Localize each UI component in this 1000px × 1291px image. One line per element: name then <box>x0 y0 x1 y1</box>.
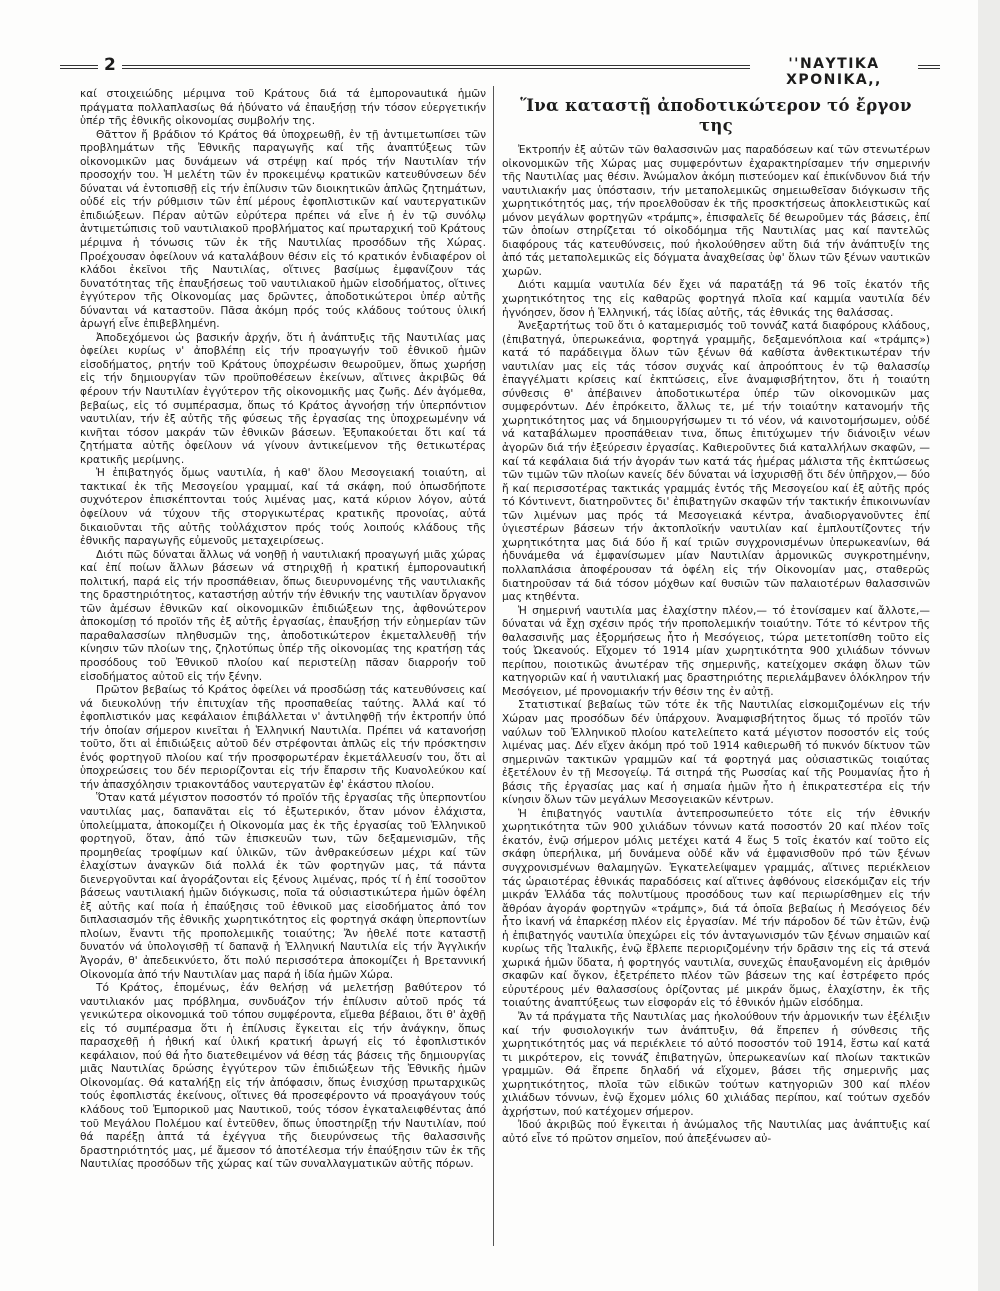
header-rule-left-lower <box>60 68 98 69</box>
page-number: 2 <box>104 55 116 75</box>
right-paragraph: Ἐκτροπήν ἐξ αὐτῶν τῶν θαλασσινῶν μας παραδόσεων καί τῶν στενωτέρων οἰκονομικῶν τῆς Χώρας μας συμφερόντων ἐχαρακτηρίσαμεν τήν σημερινήν τῆς Ναυτιλίας μας θέσιν. Ἀνώμαλον ἀκόμη πιστεύομεν καί ἐπικίνδυνον διά τήν ναυτιλιακήν μας ὑπόστασιν, τήν μεταπολεμικῶς σημειωθεῖσαν διόγκωσιν τῆς χωρητικότητός μας, τήν προελθοῦσαν ἐκ τῆς προσκτήσεως ἀποκλειστικῶς καί μόνον μεγάλων φορτηγῶν «τράμπς», ἐπισφαλεῖς δέ θεωροῦμεν τάς βάσεις, ἐπί τῶν ὁποίων στηρίζεται τό οἰκοδόμημα τῆς Ναυτιλίας μας καί παντελῶς διαφόρους τάς κατευθύνσεις, πού ἠκολούθησεν αὕτη διά τήν ἀνάπτυξίν της ἀπό τάς μεταπολεμικῶς εἰς δόγματα ἀναχθείσας ὑφ' ὅλων τῶν ξένων ναυτικῶν χωρῶν. <box>502 144 930 278</box>
right-paragraph: Ἡ ἐπιβατηγός ναυτιλία ἀντεπροσωπεύετο τότε εἰς τήν ἐθνικήν χωρητικότητα τῶν 900 χιλιάδων τόννων κατά ποσοστόν 20 καί πλέον τοῖς ἑκατόν, ἐνῷ σήμερον μόλις μετέχει κατά 4 ἕως 5 τοῖς ἑκατόν καί τοῦτο εἰς σκάφη ὑπερήλικα, μή δυνάμενα οὐδέ κἄν νά ἐμφανισθοῦν πρό τῶν ξένων συγχρονισμένων θαλαμηγῶν. Ἐγκατελείψαμεν γραμμάς, αἵτινες περιέκλειον τάς ὡραιοτέρας ἐθνικάς παραδόσεις καί αἵτινες ἀφθόνους εἰσεκόμιζαν εἰς τήν μικράν Ἑλλάδα τάς πολυτίμους προσόδους των καί περιωρίσθημεν εἰς τήν ἄθρόαν ἀγοράν φορτηγῶν «τράμπς», διά τά ὁποῖα βεβαίως ἡ Μεσόγειος δέν ἦτο ἱκανή νά ἐπαρκέσῃ πλέον εἰς ἐργασίαν. Μέ τήν πάροδον δέ τῶν ἐτῶν, ἐνῷ ἡ ἐπιβατηγός ναυτιλία ὑπεχώρει εἰς τόν ἀνταγωνισμόν τῶν ξένων σημαιῶν καί κυρίως τῆς Ἰταλικῆς, ἐνῷ ἔβλεπε περιοριζομένην τήν δρᾶσιν της εἰς τά στενά χωρικά ἡμῶν ὕδατα, ἡ φορτηγός ναυτιλία, συνεχῶς ἐπαυξανομένη εἰς ἀριθμόν σκαφῶν καί ὄγκον, ἐξετρέπετο πλέον τῶν βάσεων της καί ἐστρέφετο πρός εὐρυτέρους μέν θαλασσίους ὁρίζοντας μέ μικράν ὅμως, ἐλαχίστην, ἐκ τῆς τοιαύτης ἀναπτύξεως των εἰσφοράν εἰς τό ἐθνικόν ἡμῶν εἰσόδημα. <box>502 807 930 1010</box>
right-paragraph: Στατιστικαί βεβαίως τῶν τότε ἐκ τῆς Ναυτιλίας εἰσκομιζομένων εἰς τήν Χώραν μας προσόδων δέν ὑπάρχουν. Ἀναμφισβήτητος ὅμως τό προϊόν τῶν ναύλων τοῦ Ἑλληνικοῦ πλοίου κατελείπετο κατά μέγιστον ποσοστόν εἰς τούς λιμένας μας. Δέν εἴχεν ἀκόμη πρό τοῦ 1914 καθιερωθῆ τό πυκνόν δίκτυον τῶν σημερινῶν τακτικῶν γραμμῶν καί τά φορτηγά μας οὐσιαστικῶς τοιαύτας ἐξετέλουν ἐν τῇ Μεσογείῳ. Τά σιτηρά τῆς Ρωσσίας καί τῆς Ρουμανίας ἦτο ἡ βάσις τῆς ἐργασίας μας καί ἡ σημαία ἡμῶν ἦτο ἡ ἐπικρατεστέρα εἰς τήν κίνησιν ὅλων τῶν μεγάλων Μεσογειακῶν κέντρων. <box>502 699 930 807</box>
right-paragraph: Ἄν τά πράγματα τῆς Ναυτιλίας μας ἠκολούθουν τήν ἁρμονικήν των ἐξέλιξιν καί τήν φυσιολογικήν των ἀνάπτυξιν, θά ἔπρεπεν ἡ σύνθεσις τῆς χωρητικότητός μας νά περιέκλειε τό αὐτό ποσοστόν τοῦ 1914, ἔστω καί κατά τι μικρότερον, εἰς τοννάζ ἐπιβατηγῶν, ὑπερωκεανίων καί πλοίων τακτικῶν γραμμῶν. Θά ἔπρεπε δηλαδή νά εἴχομεν, βάσει τῆς σημερινῆς μας χωρητικότητος, πλοῖα τῶν εἰδικῶν τούτων κατηγοριῶν 300 καί πλέον χιλιάδων τόννων, ἐνῷ ἔχομεν μόλις 60 χιλιάδας περίπου, καί τούτων σχεδόν ἀχρήστων, πού κατέχομεν σήμερον. <box>502 1011 930 1118</box>
left-paragraph: Θᾶττον ἤ βράδιον τό Κράτος θά ὑποχρεωθῇ, ἐν τῇ ἀντιμετωπίσει τῶν προβλημάτων τῆς Ἐθνικῆς παραγωγῆς καί τῆς ἀναπτύξεως τῶν οἰκονομικῶν μας δυνάμεων νά στρέψῃ καί πρός τήν Ναυτιλίαν τήν προσοχήν του. Ἡ μελέτη τῶν ἐν προκειμένῳ κρατικῶν κατευθύνσεων δέν δύναται νά ἐντοπισθῇ εἰς τήν ἐπίλυσιν τῶν διοικητικῶν ἁπλῶς ζητημάτων, οὐδέ εἰς τήν ρύθμισιν τῶν ἐπί μέρους ἐφοπλιστικῶν καί ναυτεργατικῶν ἐπιδιώξεων. Πέραν αὐτῶν εὐρύτερα πρέπει νά εἶνε ἡ ἐν τῷ συνόλῳ ἀντιμετώπισις τοῦ ναυτιλιακοῦ προβλήματος καί πρωταρχική τοῦ Κράτους μέριμνα ἡ τόνωσις τῶν ἐκ τῆς Ναυτιλίας προσόδων τῆς Χώρας. Προέχουσαν ὀφείλουν νά καταλάβουν θέσιν εἰς τό κρατικόν ἐνδιαφέρον οἱ κλάδοι ἐκεῖνοι τῆς Ναυτιλίας, οἵτινες βασίμως ἐμφανίζουν τάς δυνατότητας τῆς ἐπαυξήσεως τοῦ ναυτιλιακοῦ ἡμῶν εἰσοδήματος, οἵτινες ἐγγύτερον τῆς Οἰκονομίας μας δρῶντες, ἀποδοτικώτεροι ὑπέρ αὐτῆς δύνανται νά καταστοῦν. Πᾶσα ἀκόμη πρός τούς κλάδους τούτους ὑλική ἀρωγή εἶνε ἐπιβεβλημένη. <box>80 128 486 331</box>
left-paragraph: Ἡ ἐπιβατηγός ὅμως ναυτιλία, ἡ καθ' ὅλου Μεσογειακή τοιαύτη, αἱ τακτικαί ἐκ τῆς Μεσογείου γραμμαί, καί τά σκάφη, πού ὁπωσδήποτε συχνότερον ἐπισκέπτονται τούς λιμένας μας, κατά κύριον λόγον, αὐτά ὀφείλουν νά τύχουν τῆς στοργικωτέρας κρατικῆς προνοίας, αὐτά δικαιοῦνται τῆς αὐτῆς τοὐλάχιστον πρός τούς λοιπούς κλάδους τῆς ἐθνικῆς παραγωγῆς εὐμενοῦς μεταχειρίσεως. <box>80 467 486 548</box>
page-header <box>60 55 940 88</box>
header-rule-right <box>918 65 940 66</box>
left-paragraph: Ὅταν κατά μέγιστον ποσοστόν τό προϊόν τῆς ἐργασίας τῆς ὑπερποντίου ναυτιλίας μας, δαπανᾶται εἰς τό ἐξωτερικόν, ὅταν μόνον ἐλάχιστα, ὑπολείμματα, ἀποκομίζει ἡ Οἰκονομία μας ἐκ τῆς ἐργασίας τοῦ Ἑλληνικοῦ φορτηγοῦ, ὅταν, ἀπό τῶν ἐπισκευῶν των, τῶν δεξαμενισμῶν, τῆς προμηθείας τροφίμων καί ὑλικῶν, τῶν ἀνθρακεύσεων μέχρι καί τῶν ἐλαχίστων ἀναγκῶν διά πολλά ἐκ τῶν φορτηγῶν μας, τά πάντα διενεργοῦνται καί ἀγοράζονται εἰς ξένους λιμένας, πρός τί ἡ ἐπί τοσοῦτον βάσεως ναυτιλιακή ἡμῶν διόγκωσις, ποῖα τά οὐσιαστικώτερα ἡμῶν ὀφέλη ἐξ αὐτῆς καί ποία ἡ ἐπαύξησις τοῦ ἐθνικοῦ μας εἰσοδήματος ἀπό τον διπλασιασμόν τῆς ἐθνικῆς χωρητικότητος εἰς φορτηγά σκάφη ὑπερποντίων πλοίων, ἔναντι τῆς προπολεμικῆς τοιαύτης; Ἄν ἠθελέ ποτε καταστῇ δυνατόν νά ὑπολογισθῇ τί δαπανᾷ ἡ Ἑλληνική Ναυτιλία εἰς τήν Ἀγγλικήν Ἀγοράν, θ' ἀπεδεικνύετο, ὅτι πολύ περισσότερα ἀποκομίζει ἡ Βρεταννική Οἰκονομία ἀπό τήν Ναυτιλίαν μας παρά ἡ ἰδία ἡμῶν Χώρα. <box>80 792 486 981</box>
header-rule-middle-lower <box>122 68 750 69</box>
header-rule-left <box>60 65 98 66</box>
header-rule-middle <box>122 65 750 66</box>
left-paragraph: Ἀποδεχόμενοι ὡς βασικήν ἀρχήν, ὅτι ἡ ἀνάπτυξις τῆς Ναυτιλίας μας ὀφείλει κυρίως ν' ἀποβλέπῃ εἰς τήν προαγωγήν τοῦ ἐθνικοῦ ἡμῶν εἰσοδήματος, ρητήν τοῦ Κράτους ὑποχρέωσιν θεωροῦμεν, ὅπως χωρήσῃ εἰς τήν δημιουργίαν τῶν προϋποθέσεων ἐκείνων, αἵτινες ἀκριβῶς θά φέρουν τήν Ναυτιλίαν ἐγγύτερον τῆς οἰκονομικῆς μας ζωῆς. Δέν ἀγόμεθα, βεβαίως, εἰς τό συμπέρασμα, ὅπως τό Κράτος ἀγνοήσῃ τήν ὑπερπόντιον ναυτιλίαν, τήν ἐξ αὐτῆς τῆς φύσεως τῆς ἐργασίας της ὑποχρεωμένην νά κινῆται τόσον μακράν τῶν ἐθνικῶν βάσεων. Ἐξυπακούεται ὅτι καί τά ζητήματα αὐτῆς ὀφείλουν νά γίνουν ἀντικείμενον τῆς θετικωτέρας κρατικῆς μερίμνης. <box>80 331 486 466</box>
left-paragraph: Πρῶτον βεβαίως τό Κράτος ὀφείλει νά προσδώσῃ τάς κατευθύνσεις καί νά διευκολύνῃ τήν ἐπιτυχίαν τῆς προσπαθείας ταύτης. Ἀλλά καί τό ἐφοπλιστικόν μας κεφάλαιον ἐπιβάλλεται ν' ἀντιληφθῇ τήν ἐκτροπήν ὑπό τήν ὁποίαν σήμερον κινεῖται ἡ Ἑλληνική Ναυτιλία. Πρέπει νά κατανοήσῃ τοῦτο, ὅτι αἱ ἐπιδιώξεις αὐτοῦ δέν στρέφονται ἁπλῶς εἰς τήν πρόσκτησιν ἑνός φορτηγοῦ πλοίου καί τήν προσφορωτέραν ἐκμετάλλευσίν του, ὅτι αἱ ὑποχρεώσεις του δέν περιορίζονται εἰς τήν ἔπαρσιν τῆς Κυανολεύκου καί τήν ἀπασχόλησιν τριακοντάδος ναυτεργατῶν ἐφ' ἑκάστου πλοίου. <box>80 684 486 791</box>
column-divider <box>493 86 494 1246</box>
page-edge-shadow <box>978 0 1000 1291</box>
right-paragraph: Διότι καμμία ναυτιλία δέν ἔχει νά παρατάξῃ τά 96 τοῖς ἑκατόν τῆς χωρητικότητος της εἰς καθαρῶς φορτηγά πλοῖα καί καμμία ναυτιλία δέν ἠγνόησεν, ὅσον ἡ Ἑλληνική, τάς ἰδίας αὐτῆς, τάς ἐθνικάς της θαλάσσας. <box>502 279 930 319</box>
left-paragraph: Διότι πῶς δύναται ἄλλως νά νοηθῇ ἡ ναυτιλιακή προαγωγή μιᾶς χώρας καί ἐπί ποίων ἄλλων βάσεων νά στηριχθῇ ἡ κρατική ἐμπορονautική πολιτική, παρά εἰς τήν προσπάθειαν, ὅπως διευρυνομένης τῆς ναυτιλιακῆς της δραστηριότητος, καταστήσῃ αὐτήν τήν ἐθνικήν της ναυτιλίαν ὄργανον τῶν ἀμέσων ἐθνικῶν καί οἰκονομικῶν ἐπιδιώξεων της, ἀφθονώτερον ἀποκομίσῃ τό προϊόν τῆς ἐξ αὐτῆς ἐργασίας, ἐπαυξήσῃ τήν εὐημερίαν τῶν παραθαλασσίων πληθυσμῶν της, ἀποδοτικώτερον ἐκμεταλλευθῇ τήν κίνησιν τῶν πλοίων της, ζηλοτύπως ὑπέρ τῆς οἰκονομίας της κρατήσῃ τάς προσόδους τοῦ Ἐθνικοῦ πλοίου καί περιστείλῃ πᾶσαν διαρροήν τοῦ εἰσοδήματος αὐτοῦ εἰς τήν ξένην. <box>80 548 486 683</box>
right-paragraph: Ἡ σημερινή ναυτιλία μας ἐλαχίστην πλέον,— τό ἐτονίσαμεν καί ἄλλοτε,— δύναται νά ἔχῃ σχέσιν πρός τήν προπολεμικήν τοιαύτην. Τότε τό κέντρον τῆς θαλασσινῆς μας ἐξορμήσεως ἦτο ἡ Μεσόγειος, τώρα μετετοπίσθη τοῦτο εἰς τούς Ὠκεανούς. Εἴχομεν τό 1914 μίαν χωρητικότητα 900 χιλιάδων τόννων περίπου, ποιοτικῶς ἀνωτέραν τῆς σημερινῆς, κατείχομεν σκάφη ὅλων τῶν κατηγοριῶν καί ἡ ναυτιλιακή μας δραστηριότης περιελάμβανεν ὁλόκληρον τήν Μεσόγειον, μέ προνομιακήν τήν θέσιν της ἐν αὐτῇ. <box>502 604 930 698</box>
article-title: Ἵνα καταστῇ ἀποδοτικώτερον τό ἔργον της <box>520 96 912 135</box>
running-title: ''ΝΑΥΤΙΚΑ ΧΡΟΝΙΚΑ,, <box>786 56 882 88</box>
header-rule-right-lower <box>918 68 940 69</box>
right-column <box>502 96 930 1256</box>
left-column <box>80 88 486 1248</box>
right-paragraph: Ἀνεξαρτήτως τοῦ ὅτι ὁ καταμερισμός τοῦ τοννάζ κατά διαφόρους κλάδους, (ἐπιβατηγά, ὑπερωκεάνια, φορτηγά γραμμῆς, δεξαμενόπλοια καί «τράμπς») κατά τό παράδειγμα ὅλων τῶν ξένων θά καθίστα ἀνθεκτικωτέραν τήν ναυτιλίαν μας εἰς τάς τόσον συχνάς καί ἀπροόπτους ἐν τῷ θαλασσίῳ ἐπαγγέλματι κρίσεις καί ἐκπτώσεις, εἶνε ἀναμφισβήτητον, ὅτι ἡ τοιαύτη σύνθεσις θ' ἀπέβαινεν ἀποδοτικωτέρα ὑπέρ τῶν οἰκονομικῶν μας συμφερόντων. Δέν ἐπρόκειτο, ἄλλως τε, μέ τήν τοιαύτην κατανομήν τῆς χωρητικότητος μας νά δημιουργήσωμεν τι τό νέον, νά καινοτομήσωμεν, οὐδέ νά καταβάλωμεν προσπάθειαν τινα, ὅπως ἐπιτύχωμεν τήν διάνοιξιν νέων ἀγορῶν διά τήν ἐξεύρεσιν ἐργασίας. Καθιεροῦντες διά καταλλήλων σκαφῶν, — καί τά κεφάλαια διά τήν ἀγοράν των κατά τάς ἡμέρας μάλιστα τῆς ἐκπτώσεως τῶν τιμῶν τῶν πλοίων κανείς δέν δύναται νά ἰσχυρισθῇ ὅτι δέν ὑπῆρχον,— δύο ἤ καί περισσοτέρας τακτικάς γραμμάς ἐντός τῆς Μεσογείου καί ἐξ αὐτῆς πρός τό Κόντινεντ, διατηροῦντες δι' ἐπιβατηγῶν σκαφῶν τήν τακτικήν ἐπικοινωνίαν τῶν λιμένων μας πρός τά Μεσογειακά κέντρα, ἀναδιοργανοῦντες ἐπί ὑγιεστέρων βάσεων τήν ἀκτοπλοϊκήν ναυτιλίαν καί ἐμπλουτίζοντες τήν χωρητικότητα μας διά δύο ἤ καί τριῶν συγχρονισμένων ὑπερωκεανίων, θά ἠδυνάμεθα νά ἐμφανίσωμεν μίαν Ναυτιλίαν ἁρμονικῶς συγκροτημένην, πολλαπλάσια ἀποφέρουσαν τά ὀφέλη εἰς τήν Οἰκονομίαν μας, σταθερῶς διατηροῦσαν τά διά τόσον μόχθων καί θυσιῶν τῶν παλαιοτέρων θαλασσινῶν μας κτηθέντα. <box>502 320 930 604</box>
left-paragraph: Τό Κράτος, ἑπομένως, ἐάν θελήσῃ νά μελετήσῃ βαθύτερον τό ναυτιλιακόν μας πρόβλημα, συνδυάζον τήν ἐπίλυσιν αὐτοῦ πρός τά γενικώτερα οἰκονομικά τοῦ τόπου συμφέροντα, εἴμεθα βέβαιοι, ὅτι θ' ἀχθῇ εἰς τό συμπέρασμα ὅτι ἡ ἐπίλυσις ἔγκειται εἰς τήν ἀνάγκην, ὅπως παρασχεθῇ ἡ ἠθική καί ὑλική κρατική ἀρωγή εἰς τό ἐφοπλιστικόν κεφάλαιον, πού θά ἦτο διατεθειμένον νά θέσῃ τάς βάσεις τῆς δημιουργίας μιᾶς Ναυτιλίας δρώσης ἐγγύτερον τῶν ἐπιδιώξεων τῆς Ἐθνικῆς ἡμῶν Οἰκονομίας. Θά καταλήξῃ εἰς τήν ἀπόφασιν, ὅπως ἐνισχύσῃ πρωταρχικῶς τούς ἐφοπλιστάς ἐκείνους, οἵτινες θά προσεφέροντο νά προαγάγουν τούς κλάδους τοῦ Ἐμπορικοῦ μας Ναυτικοῦ, τούς τόσον ἐγκαταλειφθέντας ἀπό τοῦ Μεγάλου Πολέμου καί ἐντεῦθεν, ὅπως ὑποστηρίξῃ τήν Ναυτιλίαν, πού θά παρέξῃ ἁπτά τά ἐχέγγυα τῆς διευρύνσεως τῆς θαλασσινῆς δραστηριότητός μας, μέ ἄμεσον τό ἀποτέλεσμα τήν ἐπαύξησιν τῶν ἐκ τῆς Ναυτιλίας προσόδων τῆς χώρας καί τῶν συναλλαγματικῶν αὐτῆς πόρων. <box>80 982 486 1171</box>
right-paragraph: Ἰδού ἀκριβῶς πού ἔγκειται ἡ ἀνώμαλος τῆς Ναυτιλίας μας ἀνάπτυξις καί αὐτό εἶνε τό πρῶτον σημεῖον, πού ἀπεξένωσεν αὐ- <box>502 1119 930 1145</box>
left-paragraph: καί στοιχειώδης μέριμνα τοῦ Κράτους διά τά ἐμπορονautικά ἡμῶν πράγματα πολλαπλασίως θά ἠδύνατο νά ἐπαυξήσῃ τήν τόσον εὐεργετικήν ὑπέρ τῆς ἐθνικῆς οἰκονομίας συμβολήν της. <box>80 88 486 128</box>
